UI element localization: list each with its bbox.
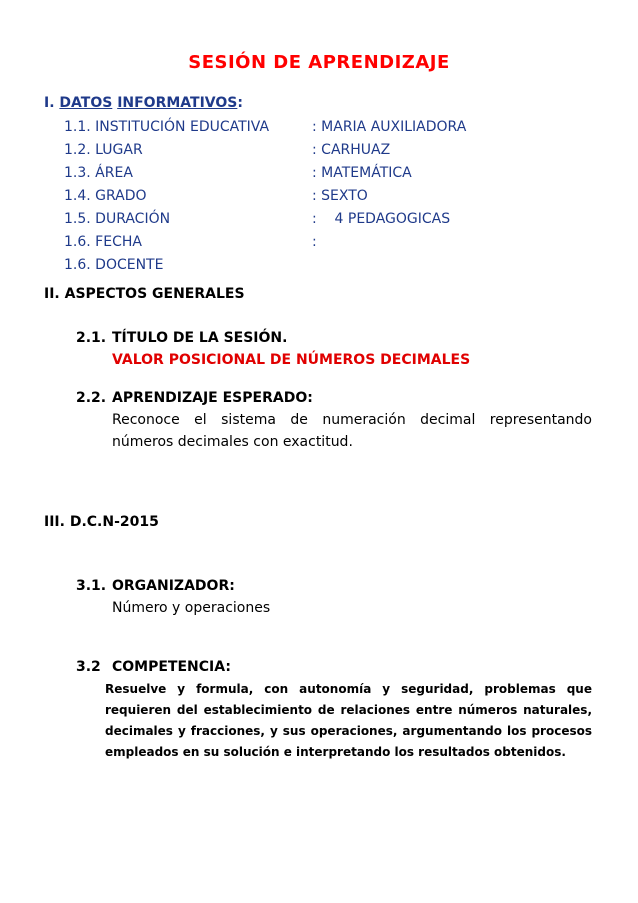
subsection-number: 2.2.: [76, 390, 107, 406]
info-row-grado: [64, 188, 368, 204]
section-1-word-datos: DATOS: [59, 95, 113, 111]
info-row-institucion: [64, 119, 466, 135]
info-row-lugar: [64, 142, 390, 158]
info-label: 1.5. DURACIÓN: [64, 211, 171, 227]
subsection-number: 3.1.: [76, 578, 107, 594]
subsection-title: APRENDIZAJE ESPERADO:: [112, 390, 313, 406]
section-1-word-informativos: INFORMATIVOS: [117, 95, 238, 111]
section-3-heading: III. D.C.N-2015: [44, 514, 159, 530]
info-value: : MATEMÁTICA: [312, 165, 412, 181]
info-label: 1.6. DOCENTE: [64, 257, 164, 273]
info-label: 1.1. INSTITUCIÓN EDUCATIVA: [64, 119, 270, 135]
document-title: SESIÓN DE APRENDIZAJE: [188, 52, 450, 73]
organizer-value: Número y operaciones: [112, 600, 271, 616]
expected-learning-text: Reconoce el sistema de numeración decimal representando números decimales con exactitud.: [112, 412, 592, 450]
competence-text: Resuelve y formula, con autonomía y seguridad, problemas que requieren del establecimiento de relaciones entre números naturales, decimales y fracciones, y sus operaciones, argumentando los procesos empleados en su solución e interpretando los resultados obtenidos.: [105, 682, 592, 759]
session-title-value: VALOR POSICIONAL DE NÚMEROS DECIMALES: [112, 352, 471, 368]
section-1-heading: [44, 95, 243, 111]
info-row-docente: [64, 257, 312, 273]
info-value: : SEXTO: [312, 188, 368, 204]
subsection-3-2-heading: [76, 659, 231, 675]
info-row-area: [64, 165, 412, 181]
section-1-colon: :: [237, 95, 243, 111]
subsection-title: TÍTULO DE LA SESIÓN.: [112, 330, 288, 346]
info-value: : CARHUAZ: [312, 142, 391, 158]
subsection-number: 2.1.: [76, 330, 107, 346]
section-1-numeral: I.: [44, 95, 55, 111]
subsection-3-1-heading: [76, 578, 235, 594]
info-value: : MARIA AUXILIADORA: [312, 119, 467, 135]
info-value: :: [312, 234, 317, 250]
subsection-title: ORGANIZADOR:: [112, 578, 235, 594]
subsection-title: COMPETENCIA:: [112, 659, 231, 675]
info-label: 1.4. GRADO: [64, 188, 147, 204]
section-2-heading: II. ASPECTOS GENERALES: [44, 286, 245, 302]
info-label: 1.2. LUGAR: [64, 142, 143, 158]
subsection-number: 3.2: [76, 659, 101, 675]
subsection-2-2-heading: [76, 390, 313, 406]
info-label: 1.6. FECHA: [64, 234, 142, 250]
info-row-duracion: [64, 211, 450, 227]
info-row-fecha: [64, 234, 317, 250]
subsection-2-1-heading: [76, 330, 287, 346]
info-label: 1.3. ÁREA: [64, 165, 133, 181]
info-value: : 4 PEDAGOGICAS: [312, 211, 451, 227]
